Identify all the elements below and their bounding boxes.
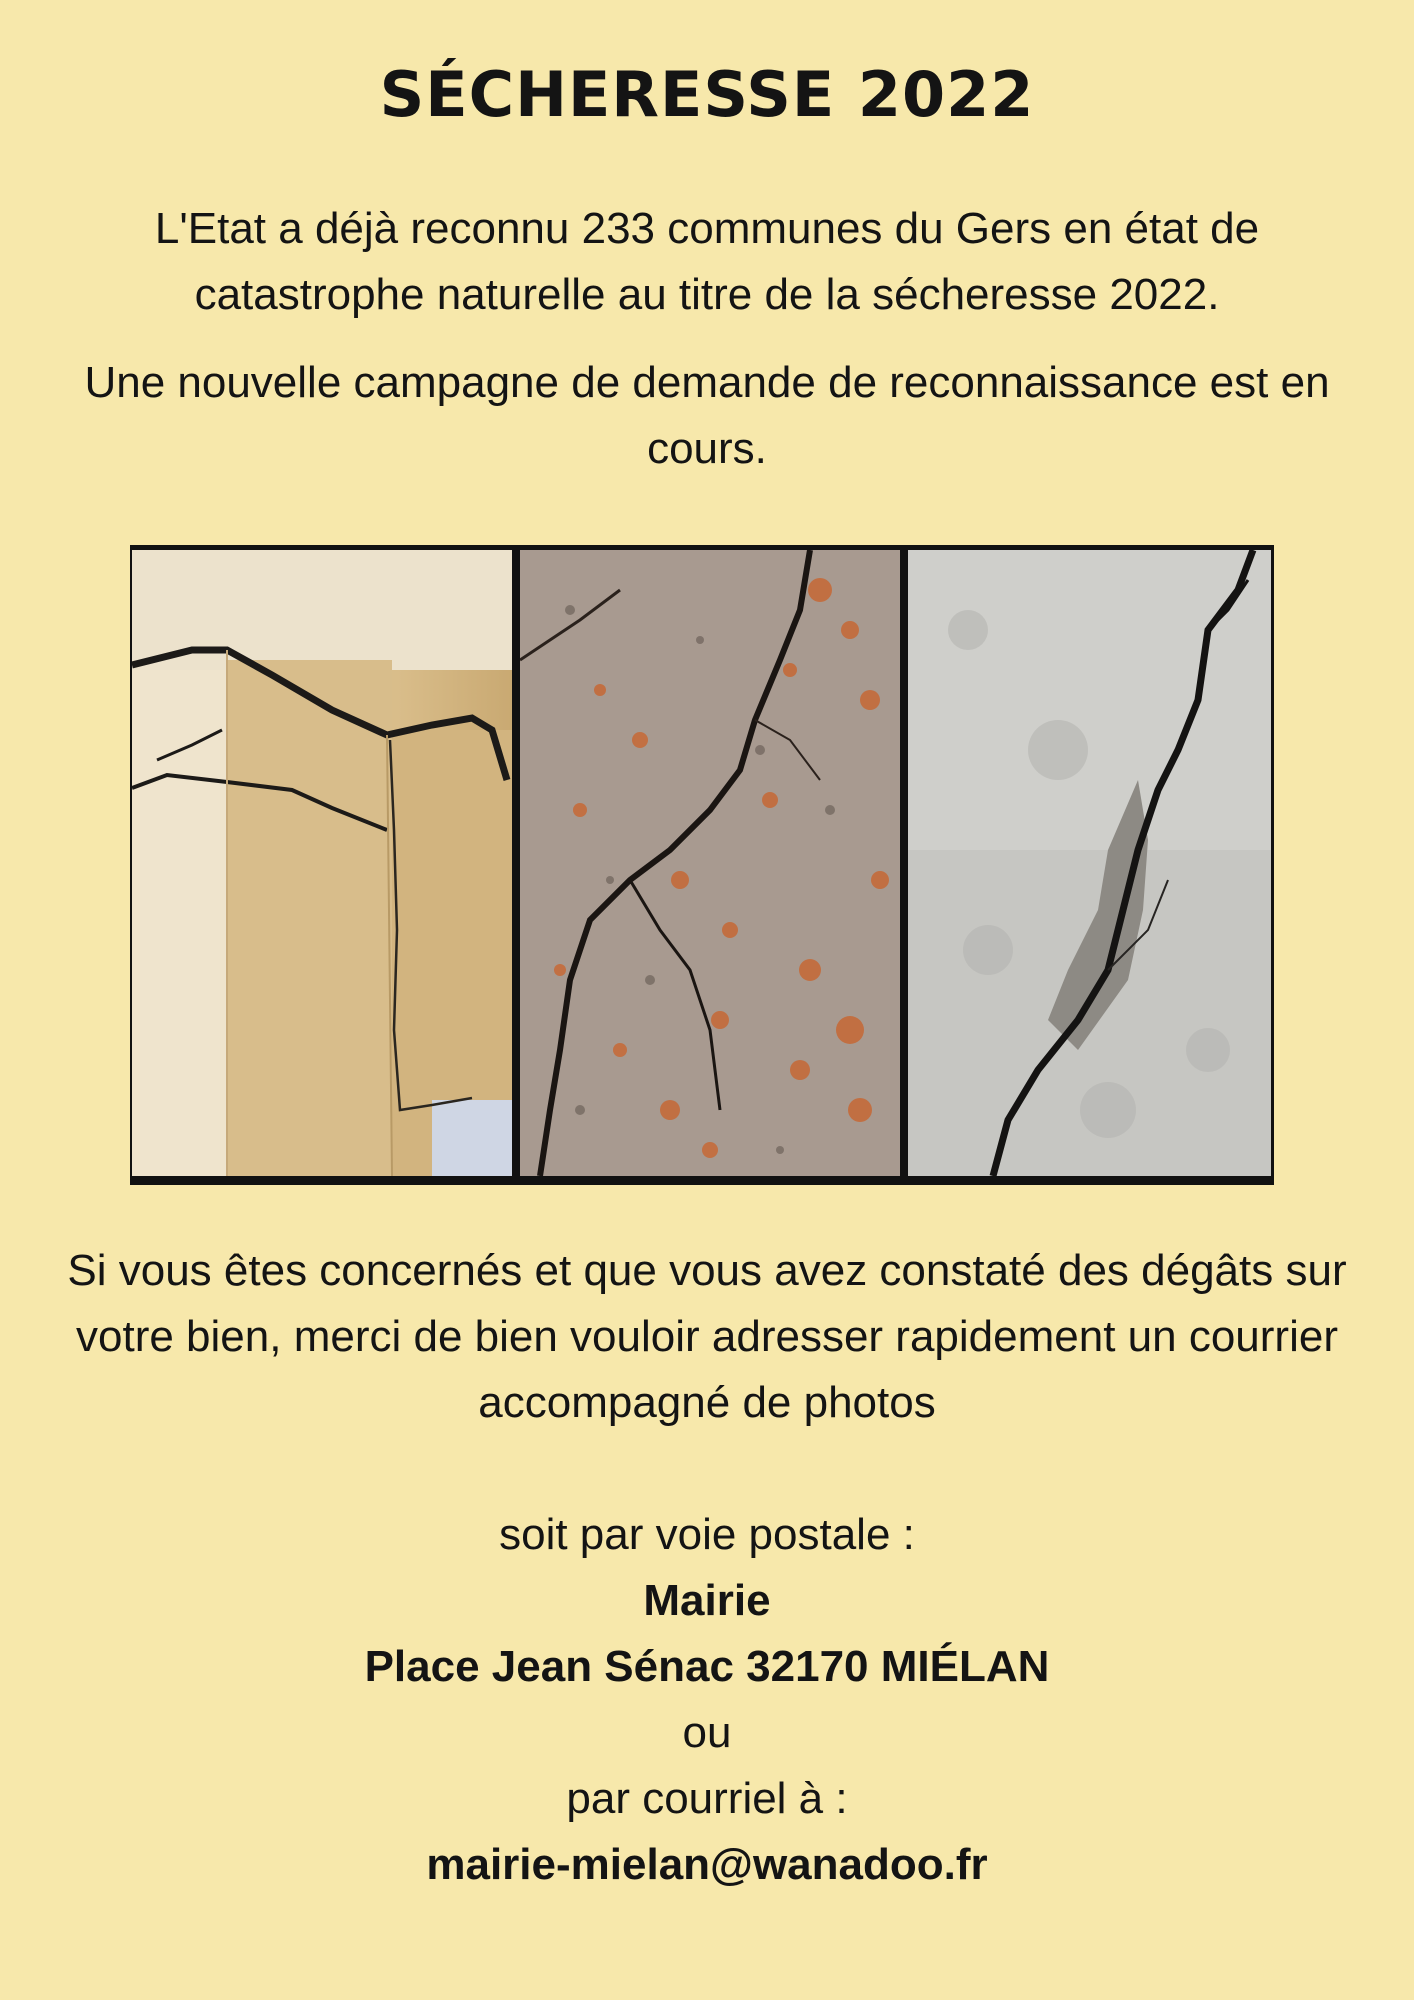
page-title: SÉCHERESSE 2022 xyxy=(379,58,1035,131)
photo-strip xyxy=(130,545,1274,1185)
request-paragraph: Si vous êtes concernés et que vous avez constaté des dégâts sur votre bien, merci de bien vouloir adresser rapidement un courrier accompagné de photos xyxy=(67,1246,1347,1427)
recipient-name: Mairie xyxy=(643,1576,771,1625)
photo-cracked-concrete xyxy=(908,550,1271,1176)
photo-cracked-stone xyxy=(520,550,900,1176)
intro-paragraph-campaign: Une nouvelle campagne de demande de reconnaissance est en cours. xyxy=(84,358,1330,473)
intro-paragraph-recognition: L'Etat a déjà reconnu 233 communes du Gers en état de catastrophe naturelle au titre de la sécheresse 2022. xyxy=(154,204,1260,319)
or-separator: ou xyxy=(682,1708,732,1757)
photo-cracked-wall-corner xyxy=(132,550,512,1176)
email-address: mairie-mielan@wanadoo.fr xyxy=(426,1840,988,1889)
email-label: par courriel à : xyxy=(566,1774,848,1823)
postal-address: Place Jean Sénac 32170 MIÉLAN xyxy=(364,1642,1050,1691)
postal-label: soit par voie postale : xyxy=(499,1510,915,1559)
